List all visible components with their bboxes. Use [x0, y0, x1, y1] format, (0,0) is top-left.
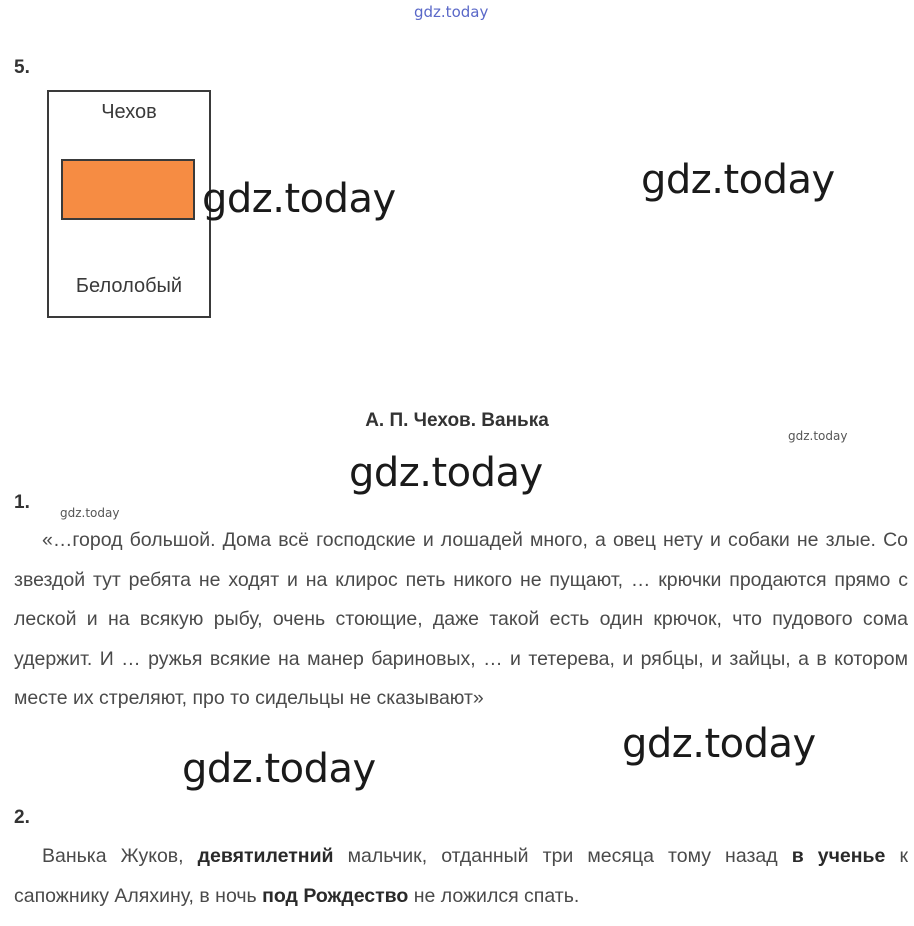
quote-text: «…город большой. Дома всё господские и лошадей много, а овец нету и собаки не злые. Со звездой тут ребята не ходят и на клирос петь никого не пущают, … крючки продаются прямо с леской и на всякую рыбу, очень стоющие, даже такой есть один крючок, что пудового сома удержит. И … ружья всякие на манер бариновых, … и тетерева, и рябцы, и зайцы, а в котором месте их стреляют, про то сидельцы не сказывают» — [14, 529, 908, 709]
watermark: gdz.today — [349, 450, 543, 496]
task-number-1: 1. — [14, 492, 30, 513]
watermark: gdz.today — [202, 176, 396, 222]
watermark: gdz.today — [622, 721, 816, 767]
page-title: А. П. Чехов. Ванька — [365, 410, 549, 431]
answer-paragraph — [14, 837, 908, 916]
orange-color-swatch — [61, 159, 195, 220]
answer-text-part: Ванька Жуков, — [42, 845, 198, 867]
task-number-2: 2. — [14, 807, 30, 828]
scheme-bottom-label: Белолобый — [75, 275, 183, 297]
answer-text-part: мальчик, отданный три месяца тому назад — [333, 845, 792, 867]
answer-text-part: к сапожнику Аляхину, в ночь — [14, 845, 909, 907]
answer-bold-part: девятилетний — [197, 845, 334, 867]
scheme-top-label: Чехов — [101, 101, 157, 123]
answer-text-part: не ложился спать. — [408, 884, 580, 907]
watermark: gdz.today — [641, 157, 835, 203]
task-number-5: 5. — [14, 57, 30, 78]
watermark: gdz.today — [60, 506, 120, 520]
answer-bold-part: под Рождество — [262, 884, 409, 907]
watermark: gdz.today — [182, 746, 376, 792]
answer-bold-part: в ученье — [791, 845, 886, 867]
watermark: gdz.today — [788, 429, 848, 443]
watermark-top: gdz.today — [414, 3, 489, 21]
quote-paragraph — [14, 521, 908, 719]
answer-text — [14, 837, 908, 916]
